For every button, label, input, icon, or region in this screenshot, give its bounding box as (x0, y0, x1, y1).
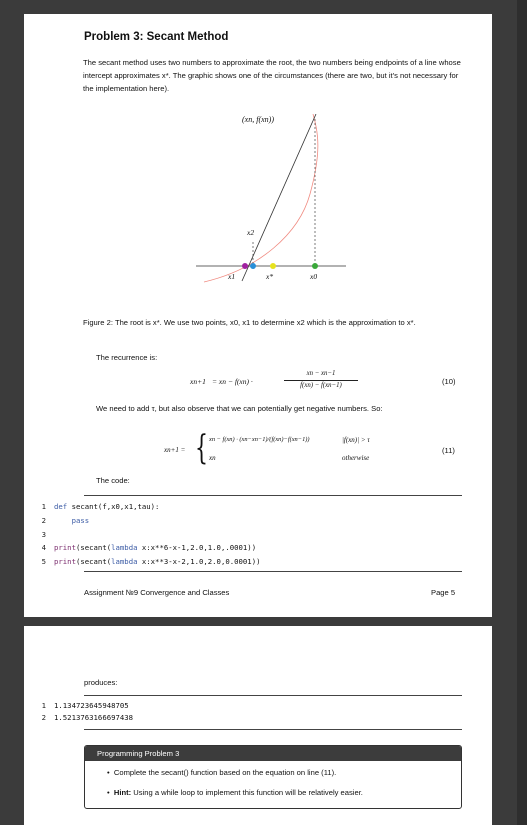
line-number: 5 (41, 557, 46, 567)
output-line (24, 713, 133, 722)
hint-label: Hint: (113, 788, 132, 797)
line-number: 4 (41, 543, 46, 553)
box-title: Programming Problem 3 (85, 746, 461, 761)
eq11-case2: xn (209, 454, 216, 462)
line-number: 1 (41, 502, 46, 511)
produces-label: produces: (84, 678, 118, 687)
output-rule-top (84, 695, 462, 696)
recurrence-intro: The recurrence is: (96, 353, 158, 362)
code-line (24, 502, 159, 511)
tau-paragraph: We need to add τ, but also observe that we can potentially get negative numbers. So: (96, 404, 383, 413)
eq11-number: (11) (442, 446, 455, 455)
output-value: 1.134723645948705 (54, 701, 129, 710)
page-number: Page 5 (431, 588, 456, 597)
eq10-denominator: f(xn) − f(xn−1) (300, 382, 342, 389)
code-token: x:x**6-x-1,2.0,1.0,.0001)) (137, 543, 257, 553)
x1-label: x1 (228, 272, 236, 281)
x0-label: x0 (310, 272, 318, 281)
section-title: Problem 3: Secant Method (84, 31, 229, 43)
code-token: print (54, 557, 76, 567)
output-line (24, 701, 129, 710)
x1-point (242, 263, 248, 269)
code-line (24, 557, 261, 566)
intro-paragraph: The secant method uses two numbers to approximate the root, the two numbers being endpoints of a line whose intercept approximates x*. The graphic shows one of the circumstances (there are two, but it's not necessary for the implementation here). (83, 58, 461, 93)
output-value: 1.5213763166697438 (54, 713, 134, 722)
code-token: x:x**3-x-2,1.0,2.0,0.0001)) (137, 557, 261, 567)
document-page-1 (24, 14, 492, 617)
code-block (24, 502, 492, 582)
bullet-item-1: • Complete the secant() function based on the equation on line (11). (107, 768, 337, 777)
line-number: 2 (41, 515, 46, 525)
scrollbar[interactable] (517, 0, 527, 825)
eq10-rhs: = xn − f(xn) · (212, 377, 253, 386)
code-token: def (54, 502, 72, 511)
function-curve (204, 114, 318, 282)
x2-label: x2 (247, 228, 255, 237)
code-token: pass (71, 515, 90, 525)
code-line (24, 516, 89, 525)
eq10-fraction-bar (284, 380, 358, 381)
x2-point (250, 263, 256, 269)
secant-figure (174, 114, 364, 294)
code-line (24, 543, 256, 552)
bullet-item-2: • Hint: Using a while loop to implement this function will be relatively easier. (107, 788, 363, 797)
line-number: 1 (41, 701, 46, 710)
code-token: (secant( (75, 543, 112, 553)
x0-point (312, 263, 318, 269)
code-token (54, 516, 72, 525)
footer-title: Assignment №9 Convergence and Classes (84, 588, 230, 597)
xstar-label: x* (266, 272, 274, 281)
eq11-lhs: xn+1 = (164, 446, 186, 454)
eq10-number: (10) (442, 377, 456, 386)
figure-caption: Figure 2: The root is x*. We use two points, x0, x1 to determine x2 which is the approximation to x*. (83, 318, 416, 327)
bullet-text-1: Complete the secant() function based on the equation on line (11). (113, 768, 337, 777)
programming-problem-box (84, 745, 462, 809)
point-label: (xn, f(xn)) (242, 115, 274, 124)
code-intro: The code: (96, 476, 130, 485)
code-token: secant(f,x0,x1,tau): (71, 502, 160, 511)
code-token: lambda (111, 543, 138, 553)
code-rule-bottom (84, 571, 462, 572)
eq10-numerator: xn − xn−1 (306, 370, 336, 377)
code-token: print (54, 543, 76, 553)
eq11-cond2: otherwise (342, 454, 370, 462)
code-rule-top (84, 495, 462, 496)
code-token: lambda (111, 557, 138, 567)
bullet-text-2: Using a while loop to implement this function will be relatively easier. (131, 788, 363, 797)
output-rule-bottom (84, 729, 462, 730)
xstar-point (270, 263, 276, 269)
eq11-brace: { (195, 428, 208, 468)
code-line (24, 530, 54, 539)
line-number: 2 (41, 713, 46, 722)
eq11-case1: xn − f(xn) · (xn−xn−1)/(f(xn)−f(xn−1)) (209, 436, 310, 443)
eq11-cond1: |f(xn)| > τ (342, 436, 370, 444)
line-number: 3 (41, 529, 46, 539)
eq10-lhs: xn+1 (190, 377, 206, 386)
code-token: (secant( (75, 557, 112, 567)
output-block (24, 701, 492, 731)
document-page-2 (24, 626, 492, 825)
